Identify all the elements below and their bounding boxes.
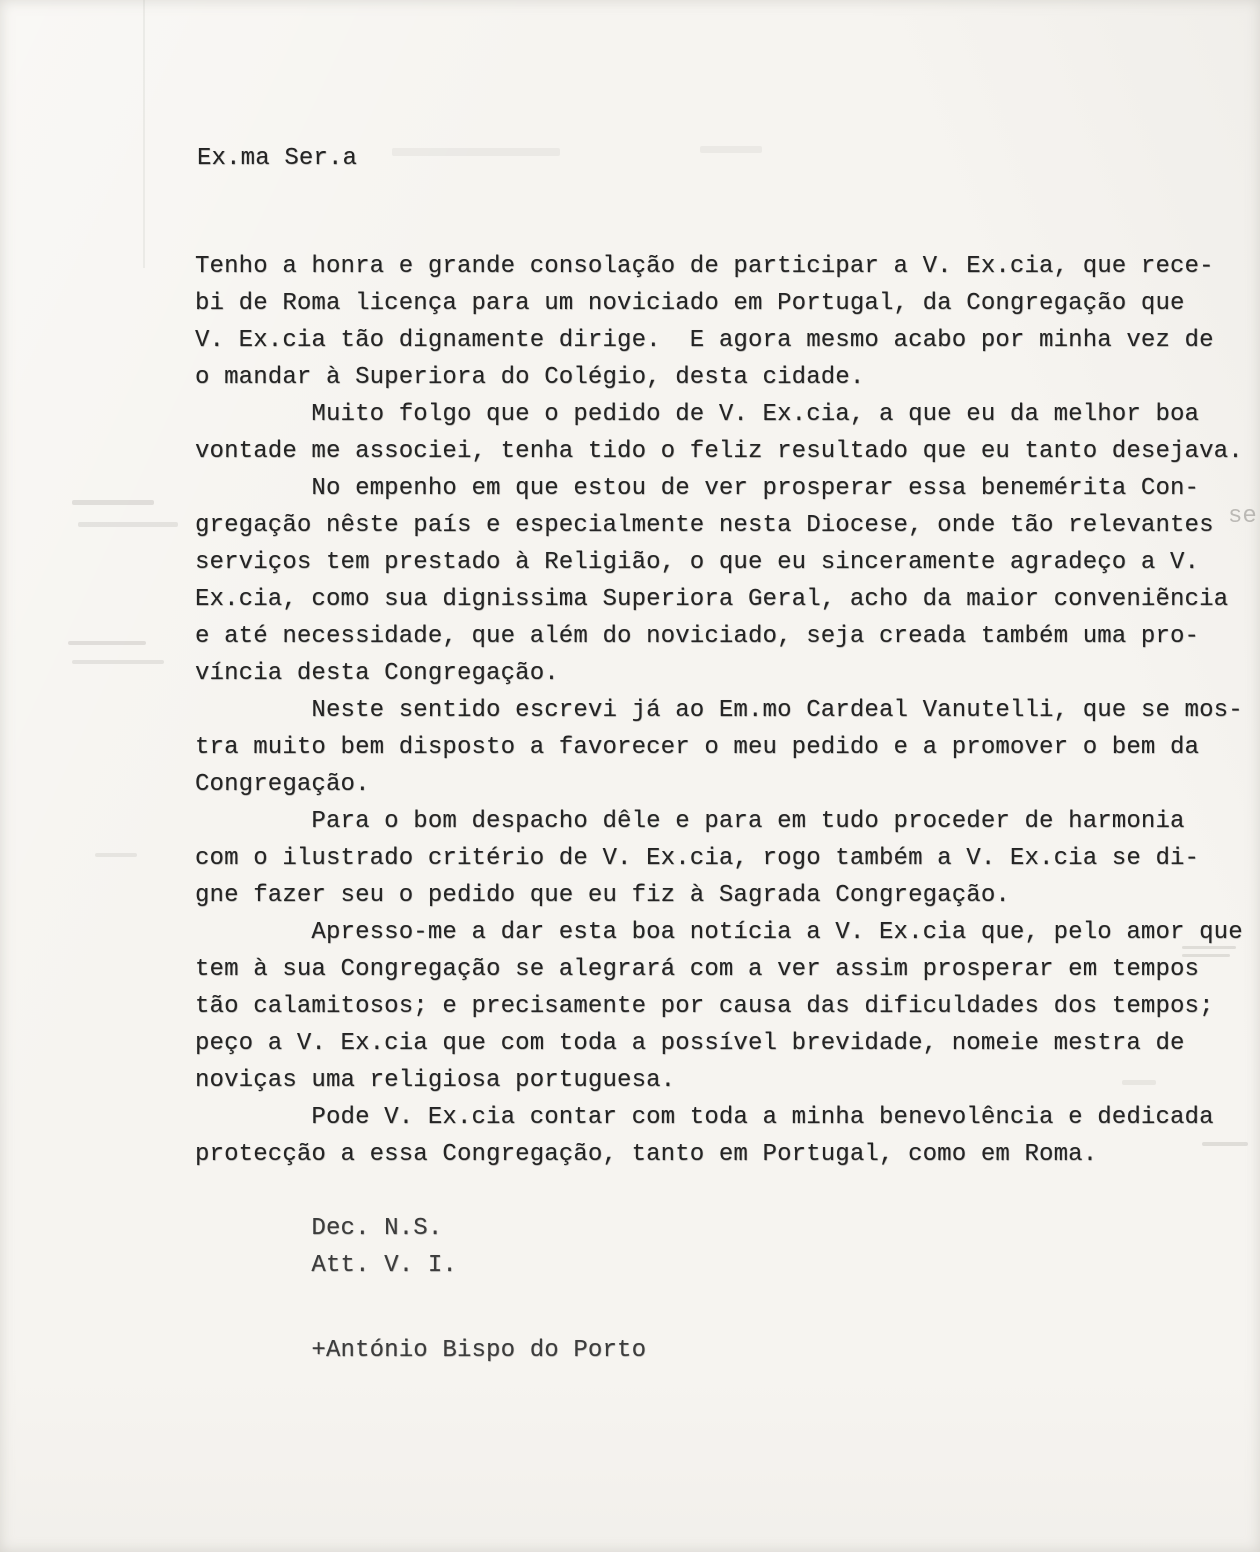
- valediction-line: Dec. N.S.: [195, 1215, 443, 1242]
- letter-line: vontade me associei, tenha tido o feliz resultado que eu tanto desejava.: [195, 438, 1243, 465]
- letter-line: Muito folgo que o pedido de V. Ex.cia, a que eu da melhor boa: [195, 401, 1200, 428]
- letter-line: tra muito bem disposto a favorecer o meu pedido e a promover o bem da: [195, 734, 1200, 761]
- letter-line: o mandar à Superiora do Colégio, desta cidade.: [195, 364, 865, 391]
- smudge-mark: [1122, 1080, 1156, 1085]
- smudge-mark: [68, 641, 146, 645]
- letter-line: com o ilustrado critério de V. Ex.cia, rogo também a V. Ex.cia se di-: [195, 845, 1200, 872]
- letter-body: [195, 248, 1243, 1369]
- letter-line: e até necessidade, que além do noviciado, seja creada também uma pro-: [195, 623, 1200, 650]
- letter-line: Apresso-me a dar esta boa notícia a V. Ex.cia que, pelo amor que: [195, 919, 1243, 946]
- smudge-mark: [1182, 946, 1236, 949]
- letter-line: gne fazer seu o pedido que eu fiz à Sagrada Congregação.: [195, 882, 1010, 909]
- letter-line: V. Ex.cia tão dignamente dirige. E agora mesmo acabo por minha vez de: [195, 327, 1214, 354]
- letter-line: tem à sua Congregação se alegrará com a ver assim prosperar em tempos: [195, 956, 1200, 983]
- letter-line: víncia desta Congregação.: [195, 660, 559, 687]
- letter-line: Tenho a honra e grande consolação de participar a V. Ex.cia, que rece-: [195, 253, 1214, 280]
- smudge-mark: [95, 853, 137, 857]
- letter-line: Congregação.: [195, 771, 370, 798]
- letter-line: Ex.cia, como sua dignissima Superiora Geral, acho da maior conveniẽncia: [195, 586, 1229, 613]
- letter-line: tão calamitosos; e precisamente por causa das dificuldades dos tempos;: [195, 993, 1214, 1020]
- letter-line: Pode V. Ex.cia contar com toda a minha benevolência e dedicada: [195, 1104, 1214, 1131]
- valediction-line: Att. V. I.: [195, 1252, 457, 1279]
- signature: [195, 1332, 1243, 1369]
- letter-line: serviços tem prestado à Religião, o que eu sinceramente agradeço a V.: [195, 549, 1200, 576]
- signature-line: +António Bispo do Porto: [195, 1337, 647, 1364]
- smudge-mark: [72, 500, 154, 505]
- ink-bleed-text-fragment: se: [1228, 503, 1257, 530]
- letter-line: bi de Roma licença para um noviciado em Portugal, da Congregação que: [195, 290, 1185, 317]
- smudge-mark: [1182, 954, 1230, 957]
- letter-line: noviças uma religiosa portuguesa.: [195, 1067, 676, 1094]
- letter-line: protecção a essa Congregação, tanto em Portugal, como em Roma.: [195, 1141, 1098, 1168]
- smudge-mark: [700, 146, 762, 153]
- letter-line: peço a V. Ex.cia que com toda a possível brevidade, nomeie mestra de: [195, 1030, 1185, 1057]
- paper-crease: [143, 0, 145, 268]
- smudge-mark: [78, 522, 178, 527]
- letter-line: Neste sentido escrevi já ao Em.mo Cardeal Vanutelli, que se mos-: [195, 697, 1243, 724]
- letter-line: Para o bom despacho dêle e para em tudo proceder de harmonia: [195, 808, 1185, 835]
- smudge-mark: [1202, 1142, 1248, 1146]
- smudge-mark: [392, 148, 560, 156]
- smudge-mark: [72, 660, 164, 664]
- valediction: [195, 1210, 1243, 1284]
- letter-line: gregação nêste país e especialmente nesta Diocese, onde tão relevantes: [195, 512, 1214, 539]
- salutation: Ex.ma Ser.a: [197, 145, 358, 172]
- letter-line: No empenho em que estou de ver prosperar essa benemérita Con-: [195, 475, 1200, 502]
